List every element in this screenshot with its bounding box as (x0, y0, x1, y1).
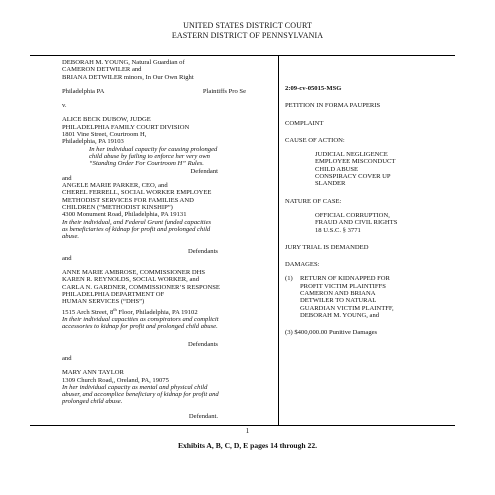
defendant-capacity: “Standing Order For Courtroom H” Rules. (89, 160, 204, 168)
case-number: 2:09-cv-05015-MSG (285, 85, 342, 92)
defendant-capacity: as beneficiaries of kidnap for profit and prolonged child (62, 225, 211, 233)
defendant-org: PHILADELPHIA DEPARTMENT OF (62, 291, 165, 299)
defendant-name: CARLA N. GARDNER, COMMISSIONER’S RESPONSE (62, 283, 220, 291)
defendant-address: 4300 Monument Road, Philadelphia, PA 19131 (62, 211, 187, 219)
bottom-rule (30, 425, 455, 426)
defendant-capacity: In their individual, and Federal Grant funded capacities (62, 218, 212, 226)
address-ordinal: th (113, 306, 117, 312)
nature-item: 18 U.S.C. § 3771 (315, 226, 361, 234)
plaintiff-line: CAMERON DETWILER and (62, 66, 142, 74)
defendant-address (62, 306, 274, 316)
damage-item-3: (3) $400,000.00 Punitive Damages (285, 329, 378, 337)
cause-item: EMPLOYEE MISCONDUCT (315, 158, 396, 166)
plaintiff-status-row (62, 88, 274, 95)
defendant-capacity: In her individual capacity as mental and physical child (62, 383, 208, 391)
nature-list (285, 212, 455, 234)
court-caption (0, 21, 495, 41)
defendant-org: METHODIST SERVICES FOR FAMILIES AND (62, 196, 194, 204)
defendant-capacity: child abuse by failing to enforce her very own (89, 152, 210, 160)
and-separator: and (62, 354, 72, 362)
court-district: EASTERN DISTRICT OF PENNSYLVANIA (171, 31, 324, 40)
address-part: Floor, Philadelphia, PA 19102 (116, 308, 198, 316)
cause-item: SLANDER (315, 180, 346, 188)
and-separator: and (62, 254, 72, 262)
defendant-org: CHILDREN (“METHODIST KINSHIP”) (62, 204, 173, 212)
cause-item: JUDICIAL NEGLIGENCE (315, 151, 388, 159)
defendant-role: Defendants (187, 247, 218, 255)
plaintiffs-block (62, 59, 274, 95)
defendant-address: Philadelphia, PA 19103 (62, 138, 124, 146)
defendant-role: Defendant. (188, 412, 218, 420)
defendant-name: KAREN R. REYNOLDS, SOCIAL WORKER, and (62, 276, 200, 284)
defendant-taylor-block (62, 369, 274, 420)
defendant-capacity: abuse. (62, 233, 80, 241)
defendant-dhs-block (62, 269, 274, 348)
defendant-methodist-block (62, 182, 274, 255)
damage-line: DEBORAH M. YOUNG, and (300, 311, 380, 319)
damage-line: PROFIT VICTIM PLAINTIFFS (300, 282, 386, 290)
damage-line: CAMERON AND BRIANA (300, 290, 376, 298)
page-number: 1 (245, 427, 250, 435)
damage-number: (1) (285, 275, 293, 283)
versus-label: v. (62, 102, 67, 110)
defendant-role: Defendant (190, 167, 218, 175)
defendant-role: Defendants (187, 340, 218, 348)
petition-label: PETITION IN FORMA PAUPERIS (285, 102, 381, 110)
defendant-name: ANNE MARIE AMBROSE, COMMISSIONER DHS (62, 269, 206, 277)
nature-item: FRAUD AND CIVIL RIGHTS (315, 219, 398, 227)
cause-item: CHILD ABUSE (315, 165, 359, 173)
plaintiff-city: Philadelphia PA (62, 87, 105, 95)
jury-demand: JURY TRIAL IS DEMANDED (285, 243, 369, 251)
defendant-capacity: abuser, and accomplice beneficiary of kidnap for profit and (62, 391, 219, 399)
court-name: UNITED STATES DISTRICT COURT (183, 21, 312, 30)
cause-header: CAUSE OF ACTION: (285, 136, 345, 144)
defendant-capacity: In her individual capacity for causing prolonged (89, 145, 218, 153)
address-part: 1515 Arch Street, 8 (62, 308, 114, 316)
damage-line: GUARDIAN VICTIM PLAINTFF, (300, 304, 394, 312)
damage-line: DETWILER TO NATURAL (300, 297, 377, 305)
nature-header: NATURE OF CASE: (285, 197, 342, 205)
plaintiff-line: DEBORAH M. YOUNG, Natural Guardian of (62, 59, 185, 66)
defendant-org: HUMAN SERVICES (“DHS”) (62, 298, 145, 306)
plaintiff-status: Plaintiffs Pro Se (202, 87, 246, 95)
damages-header: DAMAGES: (285, 261, 320, 269)
defendant-address: 1801 Vine Street, Courtroom H, (62, 131, 147, 139)
defendant-capacity: prolonged child abuse. (62, 398, 123, 406)
defendant-name: ALICE BECK DUBOW, JUDGE (62, 116, 151, 124)
exhibits-note: Exhibits A, B, C, D, E pages 14 through 22. (177, 441, 318, 450)
defendant-dubow-block (62, 116, 274, 174)
defendant-org: PHILADELPHIA FAMILY COURT DIVISION (62, 123, 190, 131)
defendant-name: ANGELE MARIE PARKER, CEO, and (62, 182, 168, 190)
and-separator: and (62, 174, 72, 182)
column-divider (278, 56, 279, 425)
damage-item-1 (285, 275, 455, 319)
defendant-name: MARY ANN TAYLOR (62, 369, 124, 377)
cause-list (285, 151, 455, 187)
defendant-name: CHEREL FERRELL, SOCIAL WORKER EMPLOYEE (62, 189, 212, 197)
damage-line: RETURN OF KIDNAPPED FOR (300, 275, 390, 283)
nature-item: OFFICIAL CORRUPTION, (315, 211, 390, 219)
cause-item: CONSPIRACY COVER UP (315, 173, 391, 181)
defendant-capacity: accessories to kidnap for profit and prolonged child abuse. (62, 323, 218, 331)
case-info-column (285, 85, 455, 337)
plaintiff-line: BRIANA DETWILER minors, In Our Own Right (62, 73, 194, 81)
top-rule (30, 55, 455, 56)
defendant-capacity: In their individual capacities as conspirators and complicit (62, 316, 219, 324)
parties-column (62, 59, 274, 420)
defendant-address: 1309 Church Road,, Oreland, PA, 19075 (62, 376, 169, 384)
complaint-label: COMPLAINT (285, 119, 324, 127)
